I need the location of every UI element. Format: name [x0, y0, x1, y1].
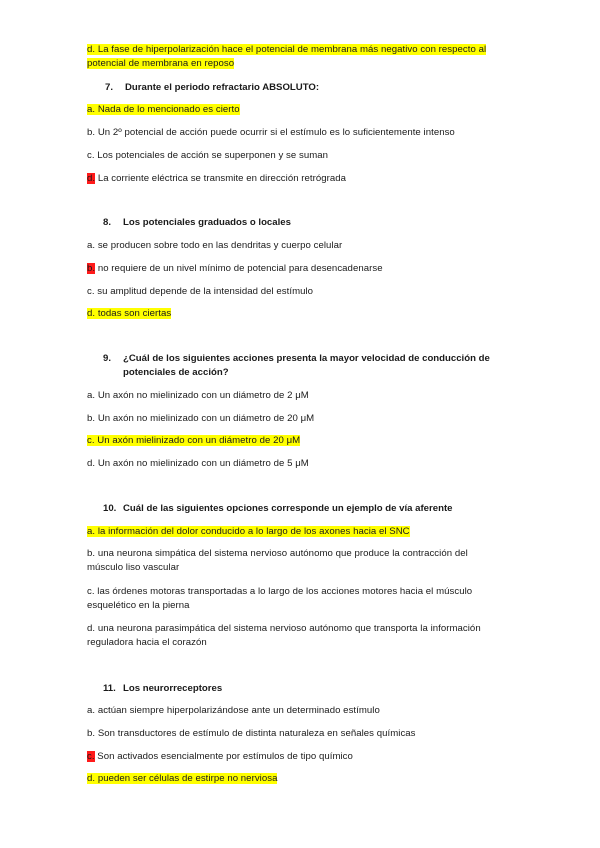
option-text: d. una neurona parasimpática del sistema nervioso autónomo que transporta la información	[87, 623, 481, 634]
question-10-option-a	[87, 525, 410, 539]
question-11-title	[103, 682, 222, 696]
question-9-option-c	[87, 434, 300, 448]
option-text: d. todas son ciertas	[87, 308, 172, 319]
option-text: d. pueden ser células de estirpe no nerviosa	[87, 773, 278, 784]
question-7-option-c	[87, 149, 328, 163]
question-8-option-c	[87, 285, 313, 299]
option-text: c. Los potenciales de acción se superponen y se suman	[87, 150, 329, 161]
option-text: c. Un axón mielinizado con un diámetro de 20 μM	[87, 435, 301, 446]
option-text: a. Nada de lo mencionado es cierto	[87, 104, 240, 115]
intro-line-2: potencial de membrana en reposo	[87, 58, 235, 69]
question-9-text-cont: potenciales de acción?	[123, 367, 229, 378]
question-10-text: Cuál de las siguientes opciones corresponde un ejemplo de vía aferente	[123, 503, 453, 514]
question-11-option-d	[87, 772, 277, 786]
option-text: b. Son transductores de estímulo de distinta naturaleza en señales químicas	[87, 728, 416, 739]
option-text: Son activados esencialmente por estímulos de tipo químico	[94, 751, 353, 762]
question-7-option-d	[87, 172, 346, 186]
question-11-option-a	[87, 704, 380, 718]
question-7-number: 7.	[105, 82, 114, 93]
option-text: d. Un axón no mielinizado con un diámetro de 5 μM	[87, 458, 309, 469]
question-10-option-d-cont	[87, 636, 207, 650]
option-text: esquelético en la pierna	[87, 600, 190, 611]
option-text: músculo liso vascular	[87, 562, 180, 573]
question-10-option-d	[87, 622, 481, 636]
question-11-option-c	[87, 750, 353, 764]
question-11-number: 11.	[103, 683, 116, 694]
option-letter-marked: b.	[87, 263, 96, 274]
question-10-number: 10.	[103, 503, 117, 514]
question-7-text: Durante el periodo refractario ABSOLUTO:	[125, 82, 320, 93]
question-10-option-b	[87, 547, 468, 561]
question-9-title-cont	[123, 366, 229, 380]
option-text: a. actúan siempre hiperpolarizándose ante un determinado estímulo	[87, 705, 380, 716]
question-8-option-d	[87, 307, 171, 321]
option-text: a. Un axón no mielinizado con un diámetro de 2 μM	[87, 390, 309, 401]
option-text: reguladora hacia el corazón	[87, 637, 207, 648]
question-9-title	[103, 352, 490, 366]
option-letter-marked: d.	[87, 173, 96, 184]
option-text: a. se producen sobre todo en las dendritas y cuerpo celular	[87, 240, 343, 251]
question-8-option-a	[87, 239, 342, 253]
question-10-option-c-cont	[87, 599, 190, 613]
option-text: b. una neurona simpática del sistema nervioso autónomo que produce la contracción del	[87, 548, 468, 559]
question-9-option-a	[87, 389, 309, 403]
question-11-option-b	[87, 727, 416, 741]
option-text: b. Un axón no mielinizado con un diámetro de 20 μM	[87, 413, 315, 424]
question-10-option-b-cont	[87, 561, 179, 575]
question-8-number: 8.	[103, 217, 112, 228]
option-text: c. las órdenes motoras transportadas a lo largo de los acciones motores hacia el músculo	[87, 586, 473, 597]
intro-line-1: d. La fase de hiperpolarización hace el potencial de membrana más negativo con respecto al	[87, 44, 487, 55]
question-7-option-b	[87, 126, 455, 140]
option-text: c. su amplitud depende de la intensidad del estímulo	[87, 286, 314, 297]
question-7-title	[105, 81, 319, 95]
question-9-number: 9.	[103, 353, 112, 364]
question-10-title	[103, 502, 452, 516]
option-text: a. la información del dolor conducido a lo largo de los axones hacia el SNC	[87, 526, 410, 537]
question-9-text: ¿Cuál de los siguientes acciones presenta la mayor velocidad de conducción de	[123, 353, 490, 364]
question-11-text: Los neurorreceptores	[123, 683, 223, 694]
question-8-text: Los potenciales graduados o locales	[123, 217, 291, 228]
question-8-title	[103, 216, 291, 230]
option-text: La corriente eléctrica se transmite en dirección retrógrada	[95, 173, 347, 184]
option-text: no requiere de un nivel mínimo de potencial para desencadenarse	[95, 263, 383, 274]
option-letter-marked: c.	[87, 751, 95, 762]
question-8-option-b	[87, 262, 383, 276]
question-7-option-a	[87, 103, 240, 117]
option-text: b. Un 2º potencial de acción puede ocurrir si el estímulo es lo suficientemente intenso	[87, 127, 455, 138]
question-9-option-b	[87, 412, 314, 426]
question-9-option-d	[87, 457, 309, 471]
question-10-option-c	[87, 585, 472, 599]
intro-answer-d	[87, 43, 486, 57]
intro-answer-d-cont	[87, 57, 234, 71]
